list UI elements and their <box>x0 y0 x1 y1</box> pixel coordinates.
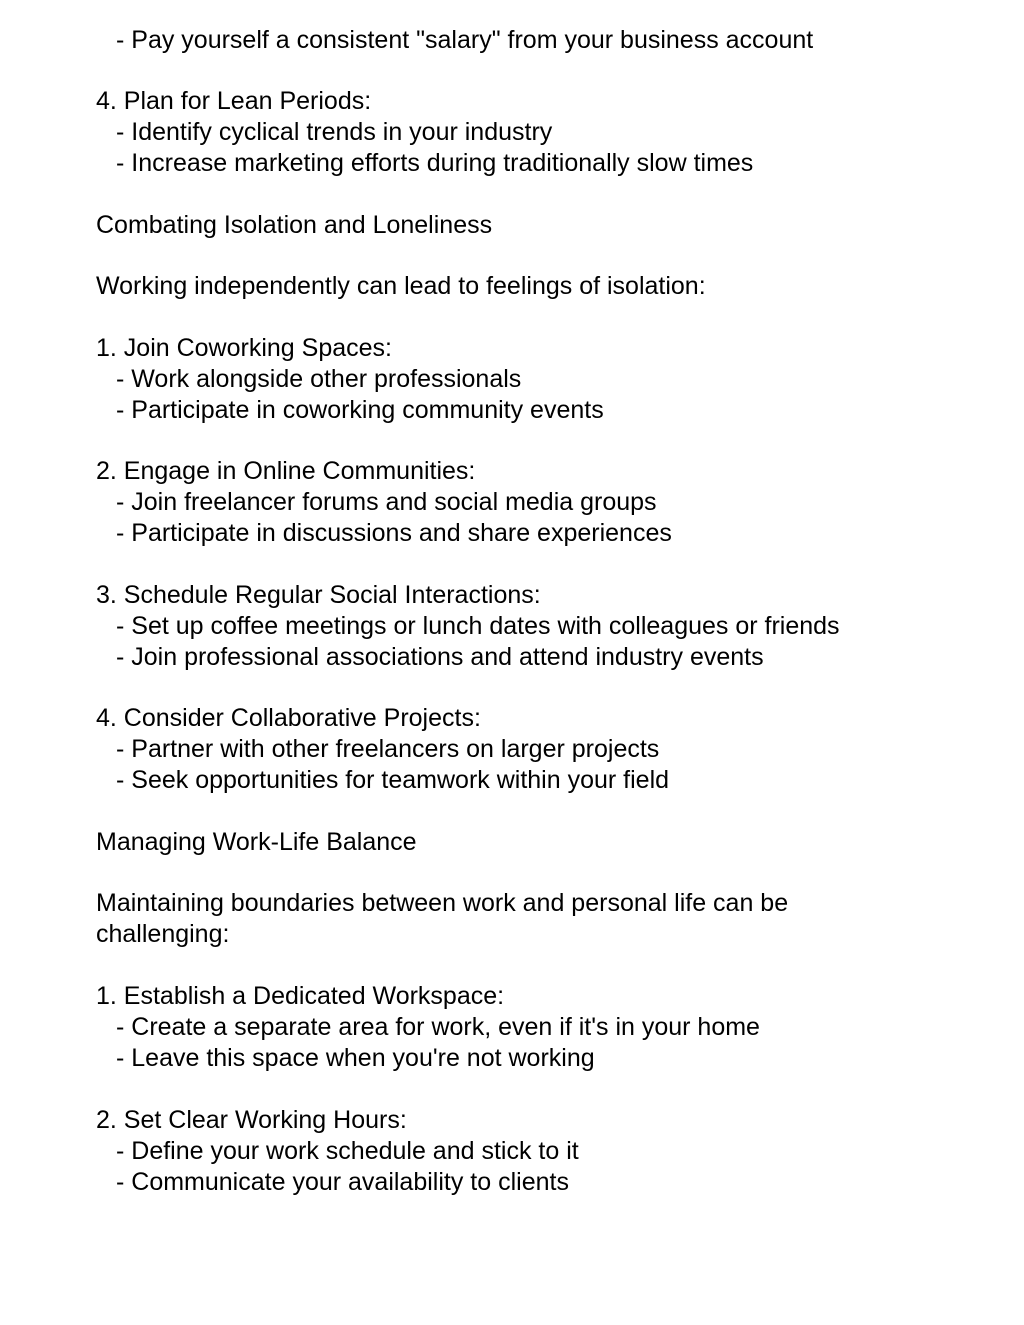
list-item-title: 1. Join Coworking Spaces: <box>96 334 392 362</box>
bullet-item: - Define your work schedule and stick to it <box>116 1137 579 1165</box>
section-intro: Maintaining boundaries between work and personal life can be <box>96 889 789 917</box>
list-item-title: 2. Set Clear Working Hours: <box>96 1106 407 1134</box>
bullet-item: - Work alongside other professionals <box>116 365 522 393</box>
section-intro: Working independently can lead to feelings of isolation: <box>96 272 706 300</box>
list-item-title: 4. Plan for Lean Periods: <box>96 87 372 115</box>
list-item-title: 3. Schedule Regular Social Interactions: <box>96 581 541 609</box>
bullet-item: - Pay yourself a consistent "salary" from your business account <box>116 26 814 54</box>
bullet-item: - Leave this space when you're not working <box>116 1044 595 1072</box>
bullet-item: - Participate in coworking community events <box>116 396 604 424</box>
bullet-item: - Join freelancer forums and social media groups <box>116 488 657 516</box>
list-item-title: 1. Establish a Dedicated Workspace: <box>96 982 505 1010</box>
bullet-item: - Increase marketing efforts during traditionally slow times <box>116 149 754 177</box>
bullet-item: - Communicate your availability to clients <box>116 1168 569 1196</box>
list-item-title: 4. Consider Collaborative Projects: <box>96 704 481 732</box>
bullet-item: - Participate in discussions and share experiences <box>116 519 672 547</box>
bullet-item: - Partner with other freelancers on larger projects <box>116 735 660 763</box>
section-intro-continued: challenging: <box>96 920 230 948</box>
bullet-item: - Identify cyclical trends in your industry <box>116 118 553 146</box>
bullet-item: - Set up coffee meetings or lunch dates with colleagues or friends <box>116 612 840 640</box>
list-item-title: 2. Engage in Online Communities: <box>96 457 476 485</box>
bullet-item: - Seek opportunities for teamwork within your field <box>116 766 670 794</box>
bullet-item: - Create a separate area for work, even if it's in your home <box>116 1013 760 1041</box>
section-heading: Managing Work-Life Balance <box>96 828 417 856</box>
section-heading: Combating Isolation and Loneliness <box>96 211 493 239</box>
bullet-item: - Join professional associations and attend industry events <box>116 643 764 671</box>
